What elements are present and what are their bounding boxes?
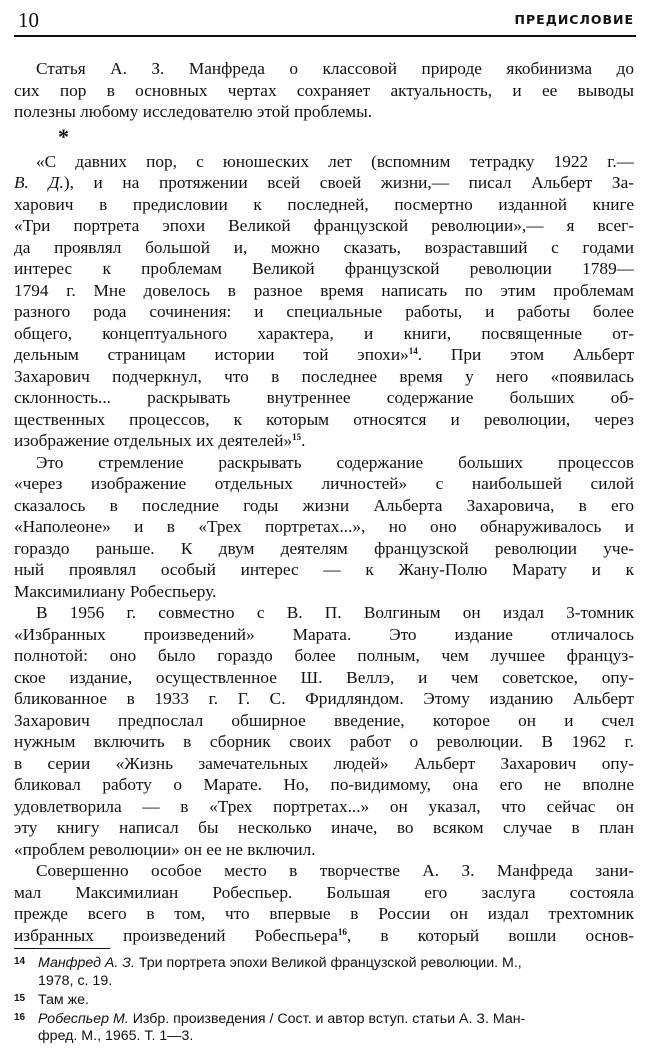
text-line (14, 430, 634, 452)
header-rule (14, 35, 636, 37)
paragraph (14, 602, 634, 860)
text-line: ный проявлял особый интерес — к Жану-Полю Марату и к (14, 560, 634, 579)
text-line: склонность... раскрывать внутреннее содержание больших об- (14, 388, 634, 407)
text-line: сказалось в последние годы жизни Альберта Захаровича, в его (14, 495, 634, 515)
text-line: да проявлял большой и, можно сказать, возраставший с годами (14, 237, 634, 257)
text-fragment: избранных произведений Робеспьера (14, 925, 338, 945)
paragraph (14, 452, 634, 603)
text-fragment: , в который вошли основ- (346, 925, 634, 945)
footnote-line: 1978, с. 19. (38, 972, 113, 989)
running-head: ПРЕДИСЛОВИЕ (514, 12, 634, 27)
paragraph (14, 58, 634, 123)
text-line: гораздо раньше. К двум деятелям французской революции уче- (14, 538, 634, 558)
text-line: Статья А. З. Манфреда о классовой природе якобинизма до (36, 59, 634, 78)
text-line: удовлетворила — в «Трех портретах...» он указал, что сейчас он (14, 796, 634, 816)
text-line: «Избранных произведений» Марата. Это издание отличалось (14, 624, 634, 644)
paragraph (14, 860, 634, 946)
text-line: полнотой: оно было гораздо более полным, чем лучшее француз- (14, 646, 634, 665)
text-line: 1794 г. Мне довелось в разное время написать по этим проблемам (14, 280, 634, 300)
text-line: «С давних пор, с юношеских лет (вспомним тетрадку 1922 г.— (36, 151, 634, 171)
footnote-rule (14, 948, 110, 949)
footnote-number: 16 (14, 1011, 26, 1023)
text-line: «Три портрета эпохи Великой французской революции»,— я всег- (14, 216, 634, 235)
text-line: эту книгу написал бы несколько иначе, во всяком случае в план (14, 818, 634, 837)
text-line (14, 925, 634, 947)
footnote (14, 953, 634, 990)
text-line: Максимилиану Робеспьеру. (14, 581, 217, 601)
text-line: Это стремление раскрывать содержание больших процессов (36, 452, 634, 472)
text-line: «проблем революции» он ее не включил. (14, 839, 316, 859)
text-line: интерес к проблемам Великой французской революции 1789— (14, 259, 634, 278)
text-line: щественных процессов, к которым относятся и революции, через (14, 409, 634, 429)
text-line: сих пор в основных чертах сохраняет актуальность, и ее выводы (14, 80, 634, 100)
text-line: «Наполеоне» и в «Трех портретах...», но оно обнаруживалось и (14, 517, 634, 536)
text-line: «через изображение отдельных личностей» с наибольшей силой (14, 474, 634, 493)
text-line: бликовал работу о Марате. Но, по-видимому, она его не вполне (14, 775, 634, 794)
footnotes (14, 953, 634, 1046)
text-line: нужным включить в сборник своих работ о революции. В 1962 г. (14, 732, 634, 751)
page-header (14, 8, 634, 32)
page-number: 10 (18, 8, 39, 32)
text-fragment: ), и на протяжении всей своей жизни,— писал Альберт За- (63, 173, 634, 192)
text-line: Захарович предпослал обширное введение, которое он и счел (14, 710, 634, 730)
footnote-text: Там же. (38, 992, 89, 1008)
footnote-text: Три портрета эпохи Великой французской революции. М., (134, 955, 522, 971)
text-line: ское издание, осуществленное Ш. Веллэ, и чем советское, опу- (14, 667, 634, 687)
footnote-ref[interactable]: 16 (337, 926, 347, 937)
text-line (14, 344, 634, 366)
footnote-line: фред. М., 1965. Т. 1—3. (38, 1028, 194, 1044)
footnote-line (14, 1009, 634, 1028)
footnote-line (14, 953, 634, 972)
footnote (14, 990, 634, 1009)
footnote-number: 15 (14, 993, 26, 1004)
text-line: прежде всего в том, что впервые в России он издал трехтомник (14, 904, 634, 923)
body-text (14, 58, 634, 946)
text-line: разного рода сочинения: и специальные работы, и работы более (14, 302, 634, 321)
footnote-number: 14 (14, 956, 26, 967)
text-line: харович в предисловии к последней, посмертно изданной книге (14, 194, 634, 214)
footnote-line (14, 990, 634, 1009)
footnote-ref[interactable]: 14 (408, 346, 418, 356)
footnote-author: Робеспьер М. (38, 1010, 129, 1027)
footnote-ref[interactable]: 15 (292, 432, 302, 442)
section-separator: * (58, 123, 69, 149)
text-line: В 1956 г. совместно с В. П. Волгиным он издал 3-томник (36, 603, 634, 622)
footnote-text: Избр. произведения / Сост. и автор вступ. статьи А. З. Ман- (128, 1010, 526, 1027)
italic-initials: В. Д. (14, 173, 64, 192)
text-line: полезны любому исследователю этой проблемы. (14, 102, 373, 121)
text-fragment: . (301, 431, 306, 450)
footnote-author: Манфред А. З. (38, 955, 135, 971)
text-line: в серии «Жизнь замечательных людей» Альберт Захарович опу- (14, 753, 634, 773)
text-fragment: изображение отдельных их деятелей» (14, 431, 293, 450)
paragraph (14, 151, 634, 452)
text-line: мал Максимилиан Робеспьер. Большая его заслуга состояла (14, 882, 634, 902)
text-line (14, 172, 634, 194)
text-line: Совершенно особое место в творчестве А. З. Манфреда зани- (36, 861, 634, 880)
text-line: Захарович подчеркнул, что в последнее время у него «появилась (14, 366, 634, 386)
text-fragment: . При этом Альберт (417, 345, 634, 364)
text-line: общего, концептуального характера, и книги, посвященные от- (14, 323, 634, 343)
text-line: бликованное в 1933 г. Г. С. Фридляндом. Этому изданию Альберт (14, 689, 634, 708)
footnote (14, 1009, 634, 1046)
text-fragment: дельным страницам истории той эпохи» (14, 345, 409, 364)
